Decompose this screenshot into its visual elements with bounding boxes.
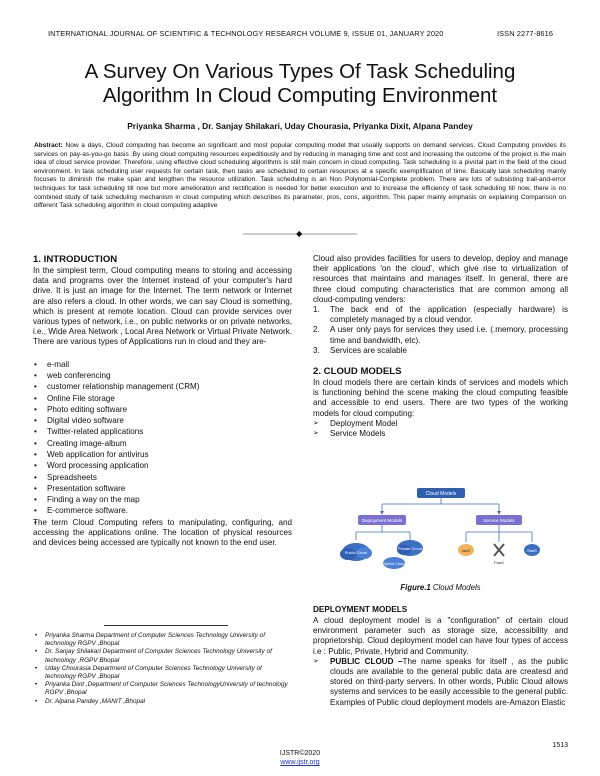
- list-item: • Photo editing software: [33, 404, 292, 415]
- root-label: Cloud Models: [425, 491, 457, 497]
- list-item: • Web application for antivirus: [33, 449, 292, 460]
- deployment-paragraph: A cloud deployment model is a "configuration" of certain cloud environment parameter such as storage size, accessibility and proprietorship. Cloud deployment model can have four types of access i.e : Public, Private, Hybrid and Community.: [313, 616, 568, 656]
- paas-label: PaaS: [494, 560, 504, 565]
- page-number: 1513: [552, 742, 568, 749]
- deployment-label: Deployment Models: [361, 518, 403, 523]
- list-item: • e-mail: [33, 359, 292, 370]
- footnote: • Priyanka Dixit ,Department of Computer Sciences TechnologyUniversity of technology RGPV ,Bhopal: [33, 681, 292, 697]
- footnote: • Uday Chourasia Department of Computer Sciences Technology University of technology RGPV ,Bhopal: [33, 665, 292, 681]
- left-column: [33, 254, 292, 548]
- models-heading: 2. CLOUD MODELS: [313, 366, 402, 378]
- footnote-rule: [104, 625, 228, 626]
- list-item: 1. The back end of the application (especially hardware) is completely managed by a cloud vendor.: [313, 305, 568, 325]
- arrow-bullet-icon: ➢: [313, 430, 319, 438]
- list-item: • E-commerce software.: [33, 505, 292, 516]
- hybrid-cloud-icon: [382, 557, 405, 569]
- footer-code: IJSTR©2020: [279, 750, 321, 757]
- list-item: 2. A user only pays for services they used i.e. (.memory, processing time and bandwidth, etc).: [313, 325, 568, 345]
- iaas-icon: [458, 544, 474, 556]
- cloud-models-figure: [334, 486, 548, 572]
- hybrid-cloud-label: Hybrid Cloud: [382, 561, 406, 566]
- journal-header: INTERNATIONAL JOURNAL OF SCIENTIFIC & TECHNOLOGY RESEARCH VOLUME 9, ISSUE 01, JANUARY 2020: [48, 29, 444, 38]
- figure-caption-text: Cloud Models: [430, 583, 481, 592]
- footer-link[interactable]: www.ijstr.org: [280, 759, 320, 766]
- models-paragraph: In cloud models there are certain kinds of services and models which is functioning behind the scene making the cloud computing feasible and accessible to end users. There are two types of the working models for cloud computing:: [313, 378, 568, 418]
- private-cloud-icon: [397, 540, 423, 556]
- footnote: • Dr. Sanjay Shilakari Department of Computer Sciences Technology University of technology ,RGPV Bhopal: [33, 648, 292, 664]
- abstract-label: Abstract:: [34, 142, 63, 149]
- characteristics-list: [313, 305, 568, 356]
- list-item: • web conferencing: [33, 370, 292, 381]
- abstract: [34, 142, 566, 211]
- title-line-1: A Survey On Various Types Of Task Scheduling: [84, 60, 516, 83]
- apps-list: [33, 359, 292, 517]
- saas-icon: [524, 544, 540, 556]
- public-cloud-icon: [340, 543, 372, 561]
- right-column-top: [313, 254, 568, 439]
- continued-paragraph: Cloud also provides facilities for users to develop, deploy and manage their applications 'on the cloud', which give rise to virtualization of resources that maintains and manages itself. In general, there are three cloud computing characteristics that are common among all cloud-computing venders:: [313, 254, 568, 304]
- arrow-bullet-icon: ➢: [313, 657, 319, 665]
- section-divider: [243, 231, 357, 237]
- list-item: • Online File storage: [33, 393, 292, 404]
- figure-caption: [313, 583, 568, 592]
- abstract-text: Now a days, Cloud computing has become an significant and most popular computing model that usually supports on demand services. Cloud Computing provides its services on pay-as-you-go basis .By using cloud computing resources expeditiously and by reducing in managing time and cost and increasing the outcome of the project is the main idea of cloud service provider. Therefore, using effective cloud scheduling algorithms is still main concern in cloud computing. Task scheduling is a pivotal part in the field of the cloud environment. In task scheduling user requests for certain task, then tasks are scheduled to certain resources at a specific exemplification of time. Basically task scheduling mainly focuses to diminish the make span and lengthen the resource utilization. Task scheduling is an Non Polynomial-Complete problem. There are lots of subsisting trail-and-error techniques for task scheduling till now but more amelioration and rectification is needed for better execution and to increase the efficiency of task scheduling till now, there is no combined study of task scheduling mechanism in cloud computing which describes its parameter, pros, cons, algorithm. This paper mainly emphasis on explaining Comparison on different Task scheduling algorithm in cloud computing adaptive: [34, 142, 566, 210]
- title-line-2: Algorithm In Cloud Computing Environment: [102, 84, 498, 107]
- arrow-bullet-icon: ➢: [313, 419, 319, 427]
- footnotes: [33, 632, 292, 706]
- paas-icon: [494, 544, 504, 565]
- list-item: • Presentation software: [33, 483, 292, 494]
- iaas-label: IaaS: [461, 548, 471, 553]
- authors: Priyanka Sharma , Dr. Sanjay Shilakari, Uday Chourasia, Priyanka Dixit, Alpana Pandey: [127, 121, 473, 131]
- public-cloud-label: Public Cloud: [344, 550, 368, 555]
- footnote: • Dr. Alpana Pandey ,MANIT ,Bhopal: [33, 698, 292, 706]
- list-item: • Twitter-related applications: [33, 426, 292, 437]
- list-item: • Finding a way on the map: [33, 494, 292, 505]
- private-cloud-label: Private Cloud: [397, 546, 423, 551]
- list-item: • Digital video software: [33, 415, 292, 426]
- saas-label: SaaS: [527, 548, 537, 553]
- right-column-bottom: [313, 604, 568, 708]
- list-item: • Word processing application: [33, 460, 292, 471]
- list-item: • customer relationship management (CRM): [33, 381, 292, 392]
- term-paragraph: The term Cloud Computing refers to manipulating, configuring, and accessing the applications online. The location of physical resources and devices being accessed are typically not known to the end user.: [33, 517, 292, 548]
- intro-heading: 1. INTRODUCTION: [33, 254, 118, 265]
- footnote: • Priyanka Sharma Department of Computer Sciences Technology University of technology RGPV ,Bhopal: [33, 632, 292, 648]
- list-item: ➢ PUBLIC CLOUD –The name speaks for itself , as the public clouds are available to the general public data are createsd and stored on third-party servers. In other words, Public Cloud allows systems and services to be easily accessible to the general public. Examples of Public cloud deployment models are-Amazon Elastic: [313, 656, 568, 707]
- model-types-list: [313, 419, 568, 439]
- list-item: • Spreadsheets: [33, 472, 292, 483]
- issn: ISSN 2277-8616: [497, 29, 554, 38]
- figure-label: Figure.1: [400, 583, 431, 592]
- deployment-heading: DEPLOYMENT MODELS: [313, 605, 408, 614]
- list-item: ➢ Deployment Model: [313, 418, 398, 428]
- paper-title: [20, 60, 580, 108]
- list-item: 3. Services are scalable: [313, 345, 407, 355]
- service-label: Service Models: [483, 518, 515, 523]
- intro-paragraph: In the simplest term, Cloud computing means to storing and accessing data and programs over the Internet instead of your computer's hard drive. It is just an image for the Internet. The term network or Internet are also refers a cloud. In other words, we can say Cloud is something, which is present at remote location. Cloud can provide services over various types of network, i.e., on public networks or on private networks, i.e., Wide Area Network , Local Area Network or Virtual Private Network. There are various types of Applications run in cloud and they are-: [33, 266, 292, 347]
- deployment-list: [313, 657, 568, 708]
- list-item: ➢ Service Models: [313, 429, 386, 439]
- list-item: • Creating image-album: [33, 438, 292, 449]
